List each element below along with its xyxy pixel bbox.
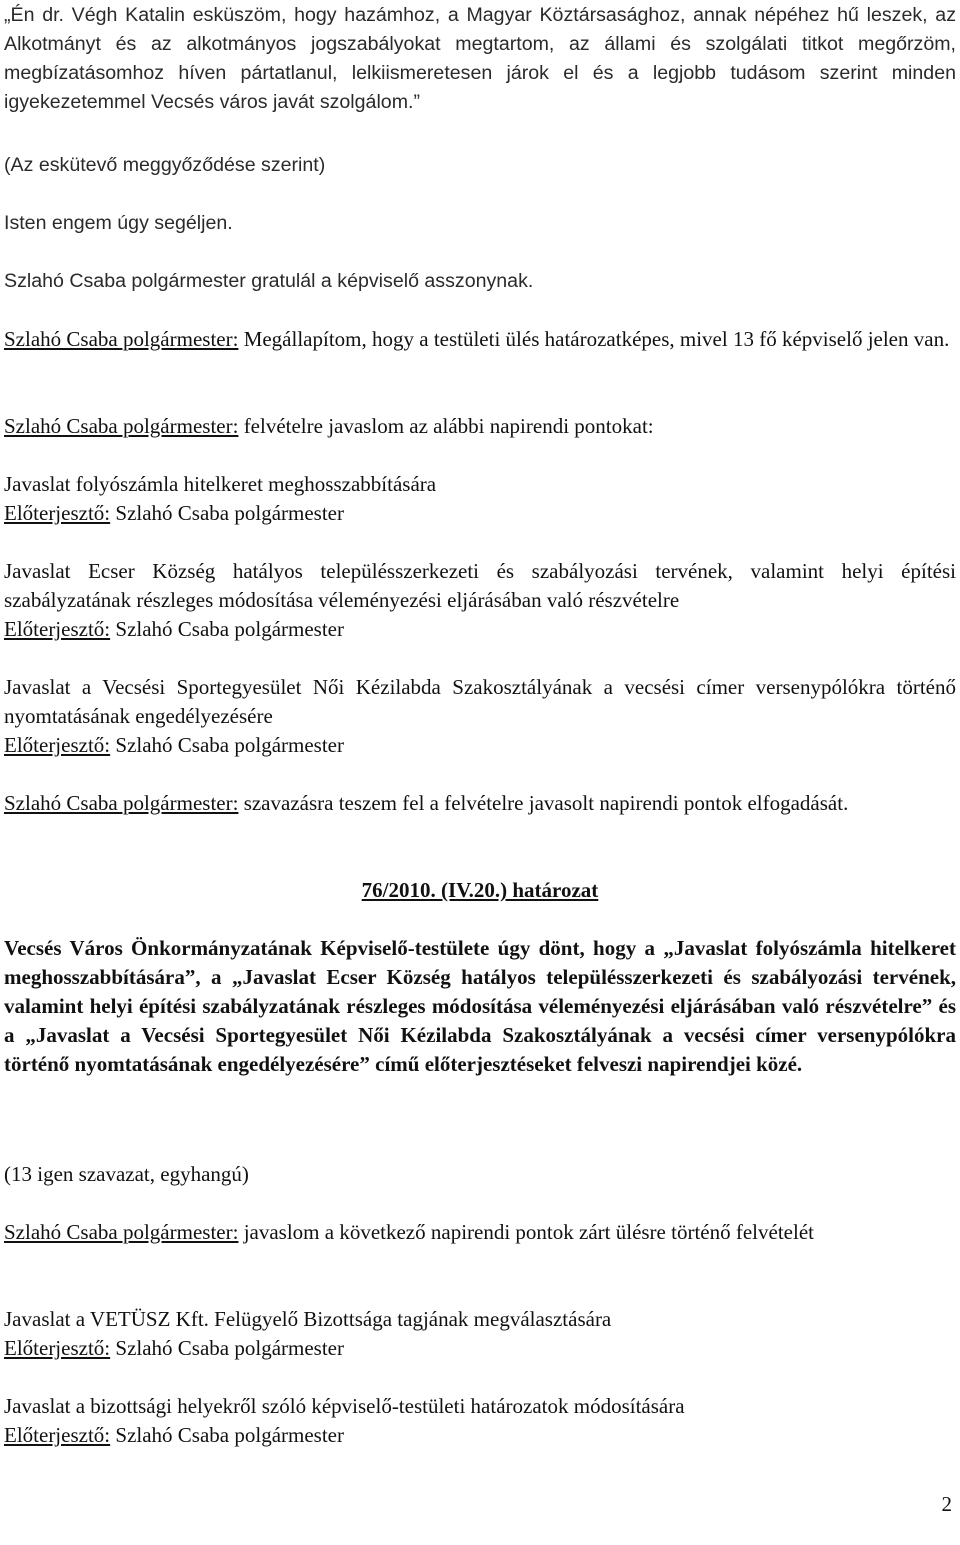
resolution-title: 76/2010. (IV.20.) határozat xyxy=(361,878,599,902)
presenter-line xyxy=(4,1334,956,1363)
presenter-line xyxy=(4,499,956,528)
agenda-item xyxy=(4,673,956,760)
vote-call xyxy=(4,789,956,818)
speaker-label: Szlahó Csaba polgármester: xyxy=(4,791,239,815)
agenda-item xyxy=(4,470,956,528)
agenda-item-title: Javaslat a VETÜSZ Kft. Felügyelő Bizottsága tagjának megválasztására xyxy=(4,1307,612,1331)
closed-agenda-item xyxy=(4,1392,956,1450)
presenter-label: Előterjesztő: xyxy=(4,733,111,757)
presenter-name: Szlahó Csaba polgármester xyxy=(115,1336,344,1360)
presenter-name: Szlahó Csaba polgármester xyxy=(115,733,344,757)
page-number: 2 xyxy=(941,1492,952,1516)
speaker-label: Szlahó Csaba polgármester: xyxy=(4,1220,239,1244)
oath-paragraph: „Én dr. Végh Katalin esküszöm, hogy hazámhoz, a Magyar Köztársasághoz, annak népéhez hű leszek, az Alkotmányt és az alkotmányos jogszabályokat megtartom, az állami és szolgálati titkot megőrzöm, megbízatásomhoz híven pártatlanul, lelkiismeretesen járok el és a legjobb tudásom szerint minden igyekezetemmel Vecsés város javát szolgálom.” xyxy=(4,4,956,113)
quorum-statement xyxy=(4,325,956,354)
presenter-label: Előterjesztő: xyxy=(4,501,111,525)
agenda-item-title: Javaslat folyószámla hitelkeret meghosszabbítására xyxy=(4,472,437,496)
presenter-label: Előterjesztő: xyxy=(4,617,111,641)
agenda-item xyxy=(4,557,956,644)
resolution-body: Vecsés Város Önkormányzatának Képviselő-testülete úgy dönt, hogy a „Javaslat folyószámla hitelkeret meghosszabbítására”, a „Javaslat Ecser Község hatályos településszerkezeti és szabályozási tervének, valamint helyi építési szabályzatának részleges módosítása véleményezési eljárásában való részvételre” és a „Javaslat a Vecsési Sportegyesület Női Kézilabda Szakosztályának a vecsési címer versenypólókra történő nyomtatásának engedélyezésére” című előterjesztéseket felveszi napirendjei közé. xyxy=(4,936,956,1076)
agenda-proposal-text: felvételre javaslom az alábbi napirendi pontokat: xyxy=(238,414,654,438)
oath-closing: Isten engem úgy segéljen. xyxy=(4,212,233,234)
closed-session-text: javaslom a következő napirendi pontok zárt ülésre történő felvételét xyxy=(238,1220,814,1244)
agenda-proposal xyxy=(4,412,956,441)
speaker-label: Szlahó Csaba polgármester: xyxy=(4,327,239,351)
presenter-name: Szlahó Csaba polgármester xyxy=(115,501,344,525)
presenter-line xyxy=(4,731,956,760)
quorum-text: Megállapítom, hogy a testületi ülés határozatképes, mivel 13 fő képviselő jelen van. xyxy=(238,327,950,351)
closed-session-proposal xyxy=(4,1218,956,1247)
presenter-name: Szlahó Csaba polgármester xyxy=(115,1423,344,1447)
agenda-item-title: Javaslat Ecser Község hatályos településszerkezeti és szabályozási tervének, valamint helyi építési szabályzatának részleges módosítása véleményezési eljárásában való részvételre xyxy=(4,559,956,612)
presenter-label: Előterjesztő: xyxy=(4,1336,111,1360)
agenda-item-title: Javaslat a Vecsési Sportegyesület Női Kézilabda Szakosztályának a vecsési címer versenypólókra történő nyomtatásának engedélyezésére xyxy=(4,675,956,728)
congratulation-line: Szlahó Csaba polgármester gratulál a képviselő asszonynak. xyxy=(4,270,534,292)
speaker-label: Szlahó Csaba polgármester: xyxy=(4,414,239,438)
vote-call-text: szavazásra teszem fel a felvételre javasolt napirendi pontok elfogadását. xyxy=(238,791,849,815)
closed-agenda-item xyxy=(4,1305,956,1363)
presenter-label: Előterjesztő: xyxy=(4,1423,111,1447)
presenter-line xyxy=(4,615,956,644)
presenter-line xyxy=(4,1421,956,1450)
resolution-vote: (13 igen szavazat, egyhangú) xyxy=(4,1162,249,1186)
presenter-name: Szlahó Csaba polgármester xyxy=(115,617,344,641)
oath-conviction: (Az eskütevő meggyőződése szerint) xyxy=(4,154,326,176)
agenda-item-title: Javaslat a bizottsági helyekről szóló képviselő-testületi határozatok módosítására xyxy=(4,1394,685,1418)
